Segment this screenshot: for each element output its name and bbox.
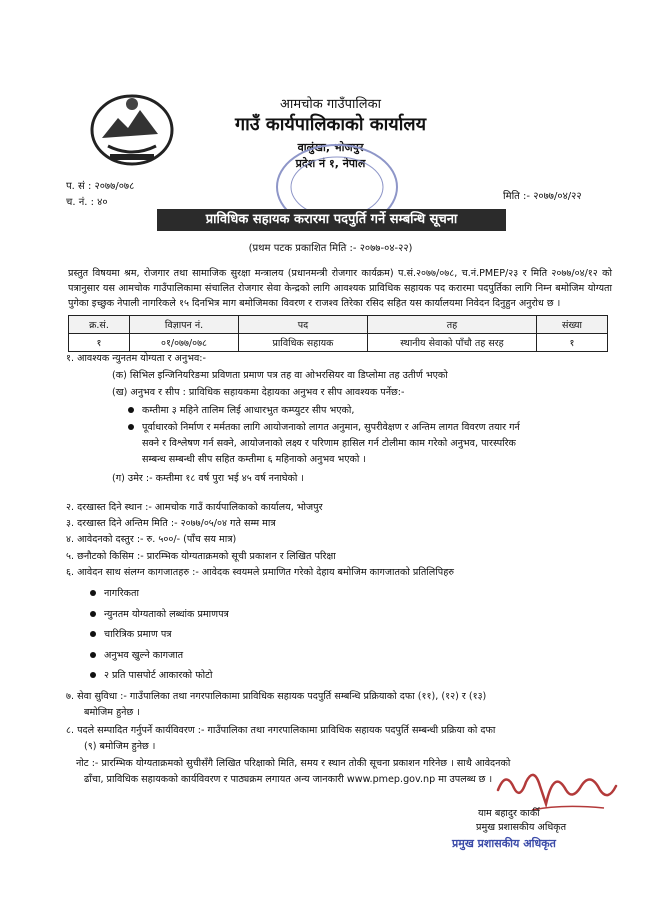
note-line: ढाँचा, प्राविधिक सहायकको कार्यविवरण र पाठ्यक्रम लगायत अन्य जानकारी www.pmep.gov.np मा उपलब्ध छ ।: [84, 774, 493, 785]
table-cell: ०१/०७७/०७८: [130, 334, 239, 352]
list-item-label: २ प्रति पासपोर्ट आकारको फोटो: [104, 670, 213, 681]
item-service-benefits: ७. सेवा सुविधा :- गाउँपालिका तथा नगरपालिकामा प्राविधिक सहायक पदपुर्ति सम्बन्धि प्रक्रियाको दफा (११), (१२) र (१३): [66, 691, 487, 702]
dispatch-number: च. नं. : ४०: [66, 197, 108, 208]
item-attachments: ६. आवेदन साथ संलग्न कागजातहरु :- आवेदक स्वयमले प्रमाणित गरेको देहाय बमोजिम कागजातको प्रतिलिपिहरु: [66, 567, 455, 578]
list-item: [128, 421, 520, 435]
list-item-label: कम्तीमा ३ महिने तालिम लिई आधारभुत कम्प्युटर सीप भएको,: [142, 405, 355, 416]
list-item-continuation: सम्बन्ध सम्बन्धी सीप सहित कम्तीमा ६ महिनाको अनुभव भएको ।: [142, 454, 367, 465]
list-item: [90, 628, 172, 642]
bullet-icon: [128, 407, 134, 413]
list-item: [128, 404, 354, 418]
municipality-name: आमचोक गाउँपालिका: [280, 97, 381, 112]
list-item-label: पूर्वाधारको निर्माण र मर्मतका लागि आयोजनाको लागत अनुमान, सुपरीवेक्षण र अन्तिम लागत विवरण तयार गर्न: [142, 422, 520, 433]
column-header: संख्या: [537, 316, 608, 334]
table-cell: १: [537, 334, 608, 352]
notice-title: प्राविधिक सहायक करारमा पदपुर्ति गर्ने सम्बन्धि सूचना: [157, 209, 506, 231]
designation-stamp: प्रमुख प्रशासकीय अधिकृत: [452, 837, 556, 850]
requirements-heading: १. आवश्यक न्युनतम योग्यता र अनुभव:-: [66, 353, 206, 364]
fiscal-year-ref: प. सं : २०७७/०७८: [66, 181, 135, 192]
office-province: प्रदेश नं १, नेपाल: [295, 157, 366, 170]
requirement-kha: (ख) अनुभव र सीप : प्राविधिक सहायकमा देहायका अनुभव र सीप आवश्यक पर्नेछ:-: [112, 387, 405, 398]
item-service-benefits-cont: बमोजिम हुनेछ ।: [84, 707, 140, 718]
signer-title: प्रमुख प्रशासकीय अधिकृत: [476, 822, 567, 833]
item-job-description: ८. पदले सम्पादित गर्नुपर्ने कार्यविवरण :- गाउँपालिका तथा नगरपालिकामा प्राविधिक सहायक पदपुर्ति सम्बन्धी प्रक्रिया को दफा: [66, 725, 496, 736]
signer-name: याम बहादुर कार्की: [478, 808, 540, 819]
column-header: विज्ञापन नं.: [130, 316, 239, 334]
item-job-description-cont: (९) बमोजिम हुनेछ ।: [84, 741, 156, 752]
bullet-icon: [90, 611, 96, 617]
column-header: तह: [368, 316, 537, 334]
column-header: पद: [239, 316, 368, 334]
first-published-date: (प्रथम पटक प्रकाशित मिति :- २०७७-०४-२२): [248, 243, 413, 254]
item-deadline: ३. दरखास्त दिने अन्तिम मिति :- २०७७/०५/०४ गते सम्म मात्र: [66, 518, 276, 529]
list-item-label: नागरिकता: [104, 588, 139, 599]
office-address: वालुंखा, भोजपुर: [297, 141, 364, 154]
table-cell: १: [69, 334, 130, 352]
column-header: क्र.सं.: [69, 316, 130, 334]
table-header-row: [69, 316, 608, 334]
intro-paragraph: प्रस्तुत विषयमा श्रम, रोजगार तथा सामाजिक सुरक्षा मन्त्रालय (प्रधानमन्त्री रोजगार कार्यक्रम) प.सं.२०७७/०७८, च.नं.PMEP/२३ र मिति २०७७/०४/१२ को पत्रानुसार यस आमचोक गाउँपालिकामा संचालित रोजगार सेवा केन्द्रको लागि आवश्यक प्राविधिक सहायक पद करारमा पदपुर्तिका लागि निम्न बमोजिम योग्यता पुगेका इच्छुक नेपाली नागरिकले १५ दिनभित्र माग बमोजिमका विवरण र राजश्व तिरेका रसिद सहित यस कार्यालयमा निवेदन दिनुहुन अनुरोध छ ।: [68, 268, 612, 309]
vacancy-table: [68, 315, 608, 352]
list-item: [90, 608, 229, 622]
requirement-ga: (ग) उमेर :- कम्तीमा १८ वर्ष पुरा भई ४५ वर्ष ननाघेको ।: [112, 473, 305, 484]
bullet-icon: [90, 631, 96, 637]
requirement-ka: (क) सिभिल इन्जिनियरिङमा प्रविणता प्रमाण पत्र तह वा ओभरसियर वा डिप्लोमा तह उतीर्ण भएको: [112, 370, 448, 381]
item-fee: ४. आवेदनको दस्तुर :- रु. ५००/- (पाँच सय मात्र): [66, 534, 237, 545]
bullet-icon: [90, 652, 96, 658]
bullet-icon: [90, 672, 96, 678]
item-application-place: २. दरखास्त दिने स्थान :- आमचोक गाउँ कार्यपालिकाको कार्यालय, भोजपुर: [66, 502, 323, 513]
list-item-label: न्युनतम योग्यताको लब्धांक प्रमाणपत्र: [104, 609, 229, 620]
list-item: [90, 669, 212, 683]
table-cell: स्थानीय सेवाको पाँचौ तह सरह: [368, 334, 537, 352]
list-item-label: अनुभव खुल्ने कागजात: [104, 650, 184, 661]
table-row: [69, 334, 608, 352]
note-line: नोट :- प्रारम्भिक योग्यताक्रमको सुचीसँगै लिखित परिक्षाको मिति, समय र स्थान तोकी सूचना प्रकाशन गरिनेछ । साथै आवेदनको: [76, 758, 511, 769]
list-item: [90, 587, 139, 601]
bullet-icon: [90, 590, 96, 596]
table-cell: प्राविधिक सहायक: [239, 334, 368, 352]
bullet-icon: [128, 424, 134, 430]
list-item: [90, 649, 183, 663]
list-item-label: चारित्रिक प्रमाण पत्र: [104, 629, 172, 640]
list-item-continuation: सक्ने र विश्लेषण गर्न सक्ने, आयोजनाको लक्ष्य र परिणाम हासिल गर्न टोलीमा काम गरेको अनुभव, पारस्परिक: [142, 438, 516, 449]
office-name: गाउँ कार्यपालिकाको कार्यालय: [234, 114, 427, 135]
notice-date: मिति :- २०७७/०४/२२: [503, 191, 582, 202]
item-selection-method: ५. छनौटको किसिम :- प्रारम्भिक योग्यताक्रमको सूची प्रकाशन र लिखित परिक्षा: [66, 551, 336, 562]
